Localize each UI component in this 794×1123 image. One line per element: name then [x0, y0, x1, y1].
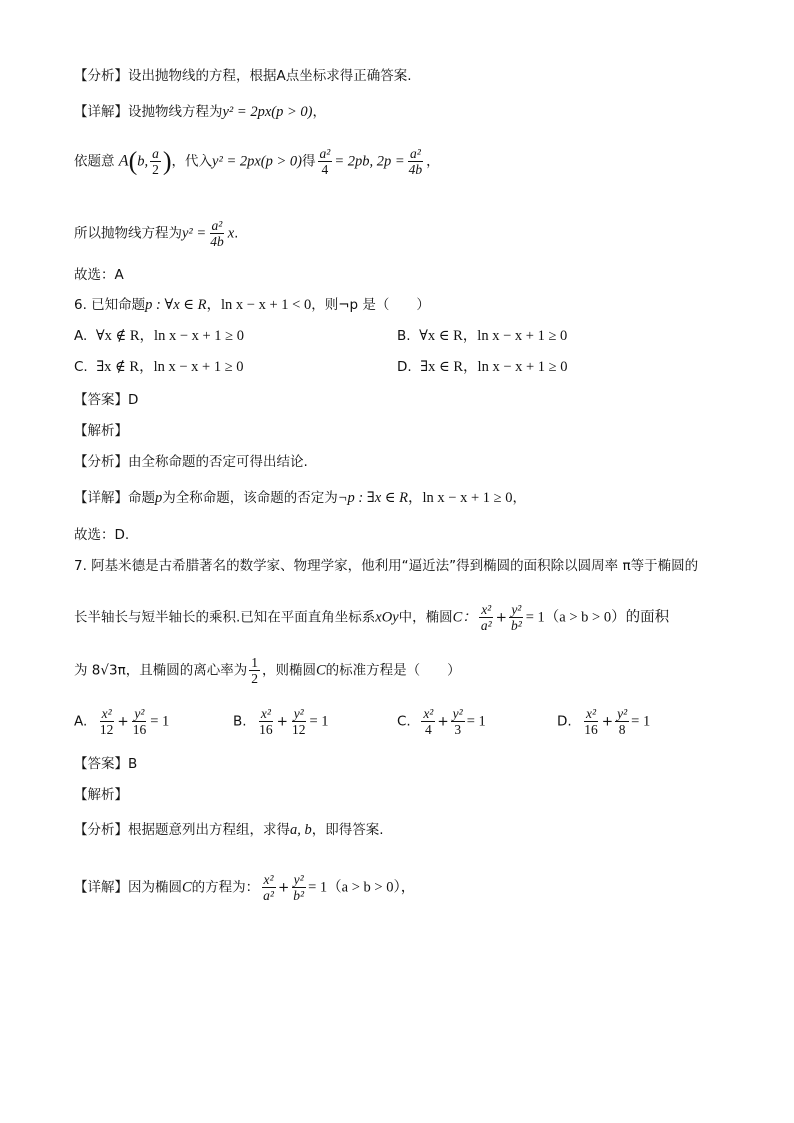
eq: = 2pb, 2p =	[334, 153, 405, 170]
text: 长半轴长与短半轴长的乘积.已知在平面直角坐标系	[74, 609, 376, 626]
paren-close: )	[162, 146, 172, 176]
num: a	[152, 146, 159, 161]
text: ，则¬p 是（ ）	[311, 297, 430, 313]
den: 4b	[408, 162, 423, 177]
text: 故选：A	[74, 267, 124, 283]
den: a²	[480, 618, 492, 633]
den: 16	[132, 722, 147, 737]
fraction-y2-b2	[291, 872, 306, 903]
q6-analysis	[74, 452, 308, 472]
num: x²	[260, 706, 271, 721]
q7-option-b[interactable]: B. $\frac{\text{x²}}{16}$ + $\frac{\text{y²}}{12}$ = 1	[233, 706, 329, 737]
eq: = 1（a > b > 0）的面积	[525, 609, 670, 626]
tag: 【详解】	[74, 490, 128, 506]
q7-option-a[interactable]: A. $\frac{\text{x²}}{12}$ + $\frac{\text{y²}}{16}$ = 1	[74, 706, 170, 737]
detail-line	[74, 102, 326, 122]
condition-line	[74, 146, 440, 177]
result-line	[74, 218, 238, 249]
var: C	[182, 879, 192, 896]
text: 7. 阿基米德是古希腊著名的数学家、物理学家，他利用“逼近法”得到椭圆的面积除以圆周率 π等于椭圆的	[74, 558, 699, 574]
q7-line3	[74, 655, 461, 686]
frac	[451, 706, 465, 737]
tag: 【解析】	[74, 787, 128, 803]
text: 得	[302, 153, 316, 170]
q7-answer	[74, 754, 137, 774]
den: b²	[293, 888, 305, 903]
eq: y² =	[182, 225, 207, 242]
coord-b: b,	[137, 153, 149, 170]
num: x²	[586, 706, 597, 721]
frac	[257, 706, 275, 737]
q7-line2: 长半轴长与短半轴长的乘积.已知在平面直角坐标系xOy中，椭圆C： $\frac{\text{x²}}{\text{a²}}$ + $\frac{\text{y²}}{\text{b²}}$ = 1（a > b > 0）的面积	[74, 602, 670, 633]
num: x²	[481, 602, 492, 617]
text: 6. 已知命题	[74, 297, 146, 313]
text: 中，椭圆	[398, 609, 453, 626]
letter: D.	[557, 713, 572, 730]
var: xOy	[375, 609, 399, 626]
den: 12	[291, 722, 306, 737]
tag: 【答案】	[74, 756, 128, 772]
text: 的标准方程是（ ）	[325, 662, 461, 679]
q7-analysis	[74, 820, 384, 840]
analysis-text: 设出抛物线的方程，根据A点坐标求得正确答案.	[128, 68, 412, 84]
letter: B.	[397, 328, 411, 344]
q6-jiexi	[74, 421, 128, 441]
rhs: = 1	[309, 713, 329, 730]
q7-jiexi	[74, 785, 128, 805]
text: 故选：D.	[74, 527, 130, 543]
num: x²	[263, 872, 274, 887]
frac	[582, 706, 600, 737]
analysis-line	[74, 66, 412, 86]
text: 为全称命题，该命题的否定为	[162, 490, 338, 506]
rhs: = 1	[631, 713, 651, 730]
den: b²	[510, 618, 522, 633]
text: ，则椭圆	[261, 662, 316, 679]
num: a²	[319, 146, 331, 161]
letter: D.	[397, 359, 412, 375]
fraction-y2-b2	[509, 602, 524, 633]
text: 的方程为：	[191, 879, 260, 896]
q6-answer	[74, 390, 138, 410]
tag: 【答案】	[74, 392, 128, 408]
point-label: A	[118, 152, 129, 170]
answer: D	[128, 392, 139, 408]
den: 4	[321, 162, 329, 177]
letter: C.	[74, 359, 88, 375]
letter: A.	[74, 713, 88, 730]
fraction-x2-a2	[261, 872, 276, 903]
var: x	[227, 225, 235, 242]
eq: p : ∀x ∈ R	[145, 297, 207, 313]
punct: ，	[312, 104, 326, 120]
fraction-1-2	[249, 655, 260, 686]
fraction-a-2	[150, 146, 161, 177]
choose-line	[74, 265, 124, 285]
frac	[615, 706, 629, 737]
text: ∃x ∉ R，ln x − x + 1 ≥ 0	[96, 359, 244, 375]
punct: ，	[426, 153, 440, 170]
var: C：	[452, 609, 477, 626]
tag: 【分析】	[74, 822, 128, 838]
frac	[131, 706, 149, 737]
tag: 【详解】	[74, 879, 128, 896]
q6-option-d[interactable]	[397, 357, 568, 377]
text: ∀x ∉ R，ln x − x + 1 ≥ 0	[95, 328, 245, 344]
q6-choose	[74, 525, 129, 545]
letter: B.	[233, 713, 247, 730]
var: C	[315, 662, 326, 679]
den: 12	[99, 722, 114, 737]
rhs: = 1	[466, 713, 486, 730]
rhs: = 1	[150, 713, 170, 730]
eq: ，ln x − x + 1 ≥ 0	[408, 490, 513, 506]
text: ∃x ∈ R，ln x − x + 1 ≥ 0	[420, 359, 568, 375]
tag: 【分析】	[74, 454, 128, 470]
num: 1	[251, 655, 258, 670]
analysis-tag: 【分析】	[74, 68, 128, 84]
den: 16	[259, 722, 273, 737]
den: 2	[251, 671, 258, 686]
detail-tag: 【详解】	[74, 104, 128, 120]
q6-option-c[interactable]	[74, 357, 244, 377]
q7-detail: 【详解】因为椭圆C的方程为： $\frac{\text{x²}}{\text{a²}}$ + $\frac{\text{y²}}{\text{b²}}$ = 1（a > b > 0），	[74, 872, 416, 903]
text: 所以抛物线方程为	[74, 225, 182, 242]
eq: ，ln x − x + 1 < 0	[206, 297, 312, 313]
text: 依题意	[74, 153, 115, 170]
frac	[421, 706, 435, 737]
paren-open: (	[128, 146, 138, 176]
q7-option-c[interactable]: C. $\frac{\text{x²}}{4}$ + $\frac{\text{y²}}{3}$ = 1	[397, 706, 486, 737]
letter: C.	[397, 713, 411, 730]
var: p	[155, 490, 163, 506]
num: y²	[617, 706, 628, 721]
q6-option-b[interactable]	[397, 326, 567, 346]
num: y²	[511, 602, 522, 617]
text: 为 8√3π，且椭圆的离心率为	[74, 662, 248, 679]
den: a²	[263, 888, 274, 903]
num: x²	[101, 706, 112, 721]
num: a²	[211, 218, 223, 233]
frac	[290, 706, 308, 737]
q7-option-d[interactable]: D. $\frac{\text{x²}}{16}$ + $\frac{\text{y²}}{8}$ = 1	[557, 706, 651, 737]
text: 命题	[128, 490, 155, 506]
text: ，即得答案.	[311, 822, 384, 838]
text: 根据题意列出方程组，求得	[128, 822, 290, 838]
var: a, b	[290, 822, 312, 838]
detail-text: 设抛物线方程为	[128, 104, 223, 120]
parabola-equation: y² = 2px(p > 0)	[222, 104, 313, 120]
tag: 【解析】	[74, 423, 128, 439]
den: 16	[584, 722, 598, 737]
text: ，代入	[171, 153, 213, 170]
letter: A.	[74, 328, 88, 344]
fraction-a2-4b	[407, 146, 425, 177]
q7-line1	[74, 556, 698, 576]
num: y²	[293, 706, 304, 721]
frac	[98, 706, 116, 737]
text: 因为椭圆	[128, 879, 182, 896]
text: ∀x ∈ R，ln x − x + 1 ≥ 0	[419, 328, 568, 344]
text: 由全称命题的否定可得出结论.	[128, 454, 308, 470]
fraction-a2-4	[318, 146, 333, 177]
q6-option-a[interactable]	[74, 326, 244, 346]
answer: B	[128, 756, 138, 772]
num: y²	[452, 706, 463, 721]
den: 2	[152, 162, 159, 177]
eq: = 1（a > b > 0），	[308, 879, 416, 896]
num: y²	[134, 706, 145, 721]
punct: ，	[512, 490, 526, 506]
eq: y² = 2px(p > 0)	[212, 153, 302, 170]
eq: ¬p : ∃x ∈ R	[337, 490, 409, 506]
den: 3	[454, 722, 462, 737]
num: y²	[293, 872, 304, 887]
fraction	[208, 218, 226, 249]
q6-stem	[74, 295, 430, 315]
den: 8	[618, 722, 626, 737]
fraction-x2-a2	[479, 602, 494, 633]
punct: .	[234, 225, 239, 242]
q6-detail	[74, 488, 526, 508]
den: 4	[424, 722, 432, 737]
num: x²	[423, 706, 434, 721]
num: a²	[409, 146, 421, 161]
den: 4b	[210, 234, 224, 249]
